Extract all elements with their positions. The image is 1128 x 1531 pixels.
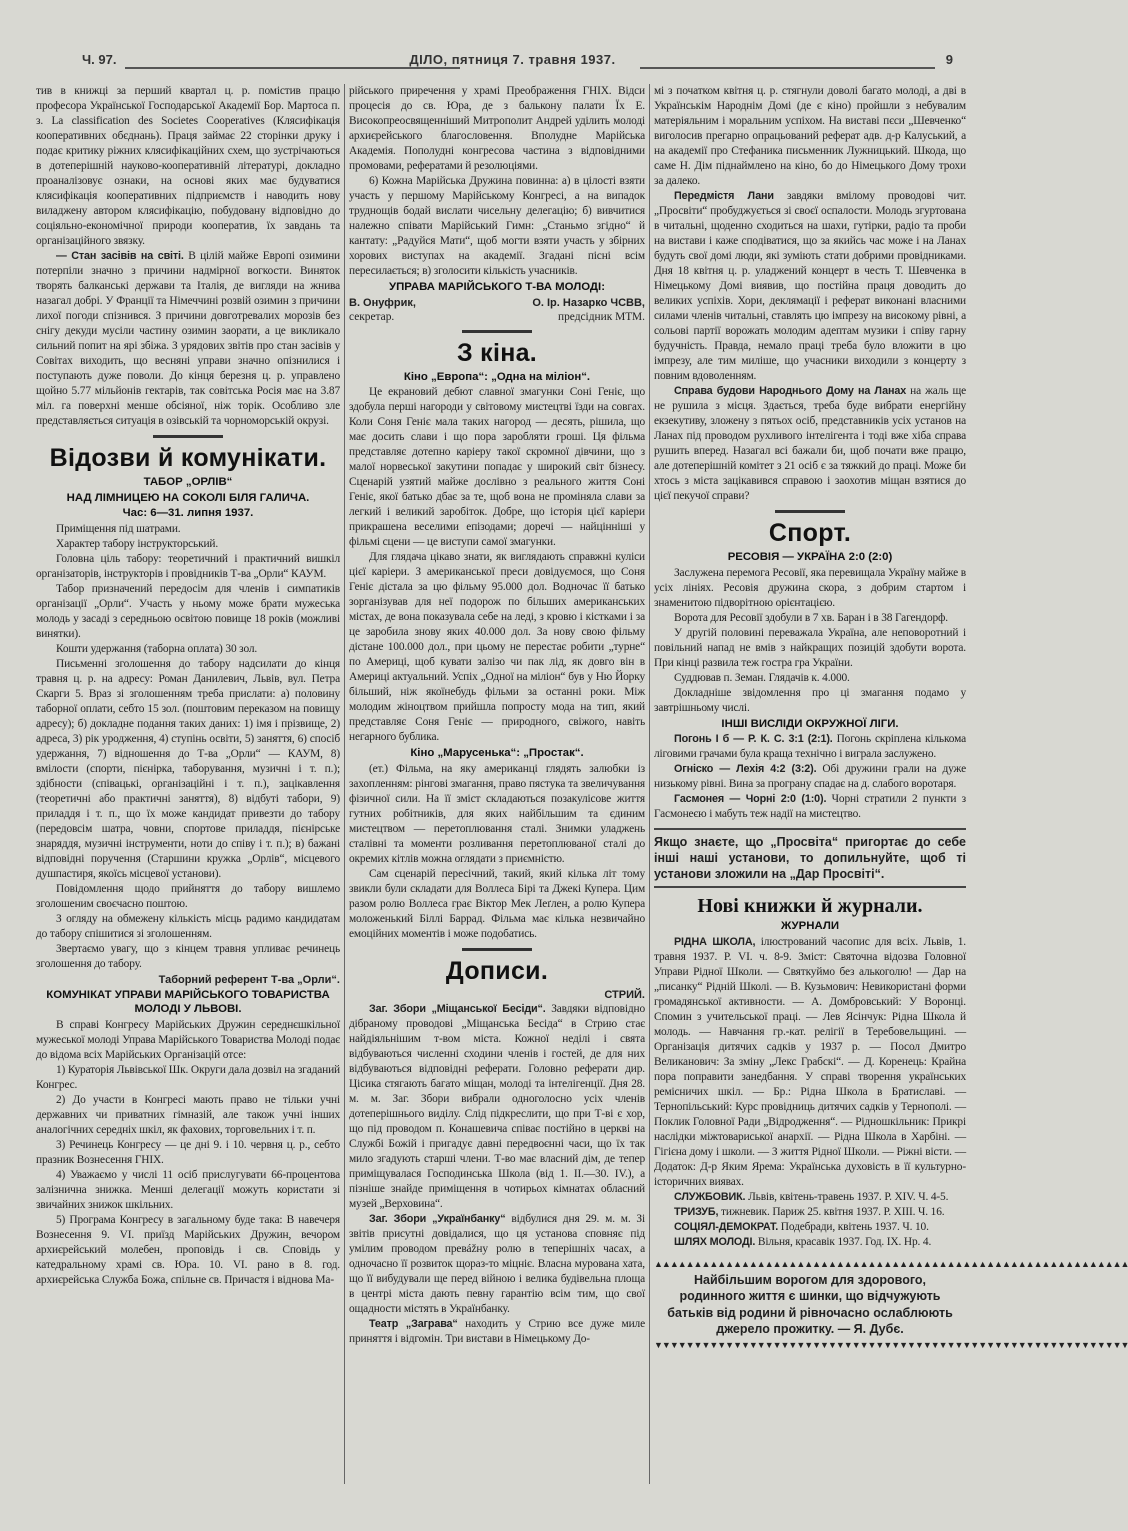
paragraph-lead: ШЛЯХ МОЛОДІ. bbox=[674, 1235, 756, 1248]
article-paragraph bbox=[36, 1168, 340, 1213]
section-rule bbox=[153, 435, 223, 438]
column-1 bbox=[36, 84, 340, 1288]
paragraph-text: Чорні стратили 2 пункти з Гасмонеєю і мабуть теж надії на мистецтво. bbox=[654, 793, 966, 820]
paragraph-text: 1) Кураторія Львівської Шк. Округи дала дозвіл на згаданий Конгрес. bbox=[36, 1063, 340, 1091]
paragraph-text: тижневик. Париж 25. квітня 1937. Р. XIII. Ч. 16. bbox=[718, 1205, 945, 1218]
paragraph-text: відбулися дня 29. м. м. Зі звітів присутні довідалися, що ця установа сповняє під умілим проводом превážну ролю в теперішніх часах, а одночасно її розвиток щораз-то міцніє. Власна мурована хата, що її вибудували ще перед війною і велика будівельна площа в центрі міста дають певну гарантію всім тим, що свої ощадности містять в Українбанку. bbox=[349, 1212, 645, 1315]
article-headline: НАД ЛІМНИЦЕЮ НА СОКОЛІ БІЛЯ ГАЛИЧА. bbox=[66, 491, 310, 504]
article-headline: РЕСОВІЯ — УКРАЇНА 2:0 (2:0) bbox=[727, 551, 893, 563]
paragraph-lead: Погонь І б — Р. К. С. 3:1 (2:1). bbox=[674, 733, 833, 745]
section-rule bbox=[462, 330, 532, 333]
article-paragraph bbox=[654, 189, 966, 384]
article-paragraph bbox=[36, 657, 340, 882]
article-paragraph bbox=[349, 1212, 645, 1317]
paragraph-lead: Огніско — Лехія 4:2 (3:2). bbox=[674, 763, 817, 775]
article-paragraph bbox=[654, 384, 966, 504]
article-paragraph bbox=[36, 552, 340, 582]
section-heading: З кіна. bbox=[456, 338, 538, 367]
article-paragraph bbox=[654, 1235, 966, 1250]
column-divider bbox=[344, 84, 345, 1484]
paragraph-text: У другій половині переважала Україна, але неповоротний і повільний напад не вмів з найкращих позицій здобути ворота. При кінці развила теж гостра гра України. bbox=[654, 626, 966, 669]
column-divider bbox=[649, 84, 650, 1484]
article-paragraph bbox=[36, 1018, 340, 1063]
article-headline: Час: 6—31. липня 1937. bbox=[122, 507, 254, 519]
dateline: СТРИЙ. bbox=[604, 988, 645, 1001]
article-paragraph bbox=[654, 626, 966, 671]
paragraph-text: (ет.) Фільма, на яку американці глядять залюбки із захопленням: рінгові змагання, право пястука та звеличування фізичної сили. На її зміст складаються позакулісове життя гутних робітників, для яких найбільшим та єдиним мистецтвом — перетоплювання сталі. Знимки уладжень сталівні та моменти розливання перетоплюваної сталі до окремих кітлів можна оглядати з приємністю. bbox=[349, 762, 645, 865]
paragraph-lead: ТРИЗУБ, bbox=[674, 1205, 719, 1218]
paragraph-text: Кошти удержання (таборна оплата) 30 зол. bbox=[56, 642, 258, 655]
column-3 bbox=[654, 84, 1128, 1350]
article-paragraph bbox=[654, 732, 966, 762]
paragraph-text: мі з початком квітня ц. р. стягнули доволі багато молоді, а дві в Українськім Народнім Домі (де є кіно) пройшли з небувалим матеріяльним і моральним успіхом. На виставі пєси „Шевченко“ виголосив прегарно опрацьований реферат адв. д-р Калуський, а на академії про Стефаника письменник Лужницький. Шкода, що саме Н. Дім піднаймлено на кіно, бо до Німецького Дому трохи за далеко. bbox=[654, 85, 966, 187]
article-paragraph bbox=[36, 1093, 340, 1138]
section-heading: Відозви й комунікати. bbox=[49, 444, 327, 472]
article-paragraph bbox=[349, 867, 645, 942]
paragraph-text: Вільня, красавік 1937. Год. IX. Нр. 4. bbox=[755, 1235, 932, 1248]
paragraph-text: Головна ціль табору: теоретичний і практичний вишкіл організаторів, інструкторів і провідників Т-ва „Орли“ КАУМ. bbox=[36, 552, 340, 580]
article-paragraph bbox=[654, 611, 966, 626]
article-paragraph bbox=[36, 537, 340, 552]
article-headline: ТАБОР „ОРЛІВ“ bbox=[143, 476, 233, 488]
paragraph-text: рійського приречення у храмі Преображення ГНІХ. Відси процесія до св. Юра, де з балькону палати Їх Е. Високопреосвященніший Митрополит Андрей уділить молоді архиєрейського благословення. Вполудне Марійська Академія. Пополудні конгресова частина з відповідними промовами, рефератами й резолюціями. bbox=[349, 85, 645, 172]
paragraph-text: находить у Стрию все дуже миле приняття і відгомін. Три вистави в Німецькому До- bbox=[349, 1317, 645, 1345]
paragraph-lead: РІДНА ШКОЛА, bbox=[674, 935, 756, 948]
signatures bbox=[349, 296, 645, 324]
triangle-border: ▲▲▲▲▲▲▲▲▲▲▲▲▲▲▲▲▲▲▲▲▲▲▲▲▲▲▲▲▲▲▲▲▲▲▲▲▲▲▲▲▲▲▲▲▲▲▲▲▲▲▲▲▲▲▲▲▲▲▲▲ bbox=[654, 1258, 1128, 1269]
page-number: 9 bbox=[945, 52, 953, 67]
article-paragraph bbox=[349, 174, 645, 279]
article-paragraph bbox=[36, 882, 340, 912]
signature: Таборний референт Т-ва „Орли“. bbox=[158, 973, 340, 986]
signer-name: В. Онуфрик, bbox=[349, 296, 416, 309]
article-paragraph bbox=[654, 1205, 966, 1220]
paragraph-text: Львів, квітень-травень 1937. Р. XIV. Ч. 4-5. bbox=[745, 1190, 949, 1203]
article-paragraph bbox=[654, 566, 966, 611]
header-rule bbox=[640, 67, 935, 69]
quote-box bbox=[654, 1258, 1128, 1350]
article-headline: Кіно „Марусенька“: „Простак“. bbox=[410, 747, 584, 759]
paragraph-text: Табор призначений передосім для членів і симпатиків організації „Орли“. Участь у ньому може брати мужеська молодь у засаді з середньою освітою повище 18 років (можливі винятки). bbox=[36, 582, 340, 640]
paragraph-text: завдяки вмілому проводові чит. „Просвіти“ пробуджується зі своєї оспалости. Молодь згуртована в читальні, щоденно сходиться на шахи, гутірки, радіо та проби на вистави і каже сподіватися, що за якийсь час може і на Ланах будуть свої домі люди, які зуміють стати добрими провідниками. Дня 18 квітня ц. р. уладжений концерт в честь Т. Шевченка в Німецькому Домі виявив, що постійна праця доводить до великих успіхів. Хори, деклямації і реферат виконані власними силами членів читальні, ставлять цю імпрезу на високому рівні, а сольові партії ворожать молодим адептам музики і співу гарну будучність. Правда, немало праці треба було вложити в цю імпрезу, але тим миліше, що учасники виходили з концерту з повним вдоволенням. bbox=[654, 190, 966, 382]
signature-left bbox=[349, 296, 416, 324]
paragraph-text: Звертаємо увагу, що з кінцем травня упливає речинець зголошення до табору. bbox=[36, 942, 340, 970]
article-paragraph bbox=[349, 84, 645, 174]
article-paragraph bbox=[36, 942, 340, 972]
issue-number: Ч. 97. bbox=[82, 52, 117, 67]
paragraph-text: Суддював п. Земан. Глядачів к. 4.000. bbox=[674, 671, 850, 684]
paragraph-text: Характер табору інструкторський. bbox=[56, 537, 219, 550]
article-paragraph bbox=[654, 671, 966, 686]
paragraph-text: ілюстрований часопис для всіх. Львів, 1. травня 1937. Р. VI. ч. 8-9. Зміст: Святочна відозва Головної Управи Рідної Школи. — Святкуймо без алькоголю! — Дар на „писанку“ Рідній Школі. — В. Кузьмович: Невикористані форми громадянської активности. — А. Домбровський: У Воронці. Спомин з учительської праці. — Лев Ясінчук: Рідна Школа й молодь. — Навчання гр.-кат. релігії в Теребовельщині. — Організація дитячих садків у 1937 р. — Посол Дмитро Великанович: За зміну „Лекс Грабскі“. — Д. Коренець: Крайна пора поправити занедбання. У справі творення українських ремісничих шкіл. — Бр.: Рідна Школа в Братиславі. — Тернопільський: Курс провідниць дитячих садків у Тернополі. — Поклик Головної Ради „Відродження“. — Рідношкільник: Прикрі наслідки міжтовариської анархії. — Рідна Школа в Харбіні. — Гігієна дому і школи. — З життя Рідної Школи. — Ріжні вісти. — Додаток: Д-р Яким Ярема: Українська духовість в її культурно-історичних виявах. bbox=[654, 935, 966, 1188]
paragraph-text: Обі дружини грали на дуже низькому рівні. Вина за програну спадає на д. слабого воротаря. bbox=[654, 763, 966, 790]
paragraph-lead: Справа будови Народнього Дому на Ланах bbox=[674, 385, 907, 397]
article-paragraph bbox=[654, 935, 966, 1190]
article-headline: Кіно „Европа“: „Одна на міліон“. bbox=[403, 370, 591, 383]
article-headline: УПРАВА МАРІЙСЬКОГО Т-ВА МОЛОДІ: bbox=[388, 281, 605, 293]
article-paragraph bbox=[654, 686, 966, 716]
paragraph-text: Докладніше звідомлення про ці змагання подамо у завтрішньому числі. bbox=[654, 686, 966, 714]
article-paragraph bbox=[654, 1220, 966, 1235]
signature-right bbox=[532, 296, 645, 324]
paragraph-text: Ворота для Ресовії здобули в 7 хв. Баран і в 38 Гагендорф. bbox=[674, 611, 948, 624]
paragraph-text: 5) Програма Конгресу в загальному буде така: В навечеря Вознесення 9. VI. приїзд Марійських Дружин, вечором архиєрейський молебен, проповідь і св. Сповідь у катедральному храмі св. Юра. 10. VI. рано в 8. год. архиєрейська Служба Божа, спільне св. Причастя і віднова Ма- bbox=[36, 1213, 340, 1286]
header-rule bbox=[125, 67, 460, 69]
column-2 bbox=[349, 84, 645, 1347]
paragraph-text: 4) Уважаємо у числі 11 осіб прислугувати 66-процентова залізнична знижка. Менші делегації можуть користати зі звичайних знижок шкільних. bbox=[36, 1168, 340, 1211]
section-heading: Дописи. bbox=[445, 956, 549, 985]
paragraph-lead: Театр „Заграва“ bbox=[369, 1317, 458, 1330]
paragraph-text: В цілій майже Европі озимини потерпіли значно з причини надмірної вогкости. Виняток творять балканські держави та Італія, де вигляди на жнива назагал добрі. У Франції та Німеччині розвій озимин з причини лихої погоди спізнився. З причини довготревалих морозів без снігу декуди мусіли частину озимин заорати, а це викликало сильний попит на ярі збіжа. З урядових звітів про стан засівів у Совітах виходить, що весняні управи значно опізнилися і поступають дуже поволи. До кінця березня ц. р. управлено щойно 5.77 мільйонів гектарів, так совітська Росія має на 3.87 міл. га поверхні менше обсіяної, ніж торік. Особливо зле представляється ситуація в озівській та чорноморській окрузі. bbox=[36, 250, 340, 427]
paragraph-text: Приміщення під шатрами. bbox=[56, 522, 181, 535]
article-paragraph bbox=[36, 1213, 340, 1288]
section-rule bbox=[775, 510, 845, 513]
article-paragraph bbox=[349, 1317, 645, 1347]
paragraph-text: Заслужена перемога Ресовії, яка перевищала Україну майже в усіх лініях. Ресовія дружина скора, з добрим стартом і знаменитою підворітною орієнтацією. bbox=[654, 566, 967, 609]
article-paragraph bbox=[36, 912, 340, 942]
signer-name: О. Ір. Назарко ЧСВВ, bbox=[532, 296, 645, 309]
paragraph-text: З огляду на обмежену кількість місць радимо кандидатам до табору спішитися зі зголошенням. bbox=[36, 912, 340, 940]
page-header bbox=[60, 52, 965, 72]
article-paragraph bbox=[654, 762, 966, 792]
article-paragraph bbox=[349, 385, 645, 550]
article-headline: КОМУНІКАТ УПРАВИ МАРІЙСЬКОГО ТОВАРИСТВА МОЛОДІ У ЛЬВОВІ. bbox=[46, 988, 330, 1015]
section-rule bbox=[462, 948, 532, 951]
paragraph-lead: Гасмонея — Чорні 2:0 (1:0). bbox=[674, 793, 827, 805]
signer-title: предсідник МТМ. bbox=[558, 310, 645, 323]
article-paragraph bbox=[349, 1002, 645, 1212]
article-paragraph bbox=[654, 84, 966, 189]
article-paragraph bbox=[654, 1190, 966, 1205]
article-paragraph bbox=[36, 642, 340, 657]
paragraph-text: Подебради, квітень 1937. Ч. 10. bbox=[778, 1220, 929, 1233]
article-paragraph bbox=[36, 522, 340, 537]
signer-title: секретар. bbox=[349, 310, 395, 323]
quote-text: Найбільшим ворогом для здорового, родинного життя є шинки, що відчужують батьків від родини й рівночасно ослаблюють джерело прожитку. — Я. Дубє. bbox=[667, 1272, 953, 1336]
paragraph-text: тив в книжці за перший квартал ц. р. помістив працю професора Української Господарської Академії Бор. Мартоса п. з. La classification des Societes Cooperatives (Клясифікація кооперативних обєднань). Праця займає 22 сторінки друку і подає критику ріжних клясифікаційних схем, що зустрічаються в дотеперішній науково-кооперативній літературі, докладно проаналізовує ознаки, на основі яких має будуватися клясифікація кооперативних підприємств і наводить нову виладжену автором клясифікацію, побудовану відповідно до соціяльно-економічної природи кооператив, їх завдань та організаційного звязку. bbox=[36, 85, 340, 247]
article-paragraph bbox=[36, 582, 340, 642]
article-paragraph bbox=[36, 84, 340, 249]
paragraph-lead: Заг. Збори „Міщанської Бесіди“. bbox=[369, 1002, 546, 1015]
paragraph-text: Погонь скріплена кількома ліговими грачами була краща технічно і виграла заслужено. bbox=[654, 733, 966, 760]
article-paragraph bbox=[36, 249, 340, 429]
paragraph-text: 3) Речинець Конгресу — це дні 9. і 10. червня ц. р., себто празник Вознесення ГНІХ. bbox=[36, 1138, 340, 1166]
paragraph-text: Письменні зголошення до табору надсилати до кінця травня ц. р. на адресу: Роман Данилевич, Львів, вул. Петра Скарги 5. Враз зі зголошенням треба прислати: а) половину таборної оплати, себто 15 зол. (поштовим переказом на повищу адресу); б) докладне подання таких даних: 1) імя і прізвище, 2) адреса, 3) рік уродження, 4) ступінь освіти, 5) заняття, 6) спосіб удержання, 7) відношення до Т-ва „Орли“ — КАУМ, 8) вмілости (спорти, пієнірка, таборування, музичні і т. п.); здібности (співацькі, організаційні і т. п.), зацікавлення (теоретичні або практичні заняття), 8) відбуті табори, 9) приладдя і т. п., що їх може кандидат привезти до табору (передовсім шатра, човни, спортове приладдя, пієнірське знаряддя, музичні інструменти, ноти до співу і т. п.); в) бажані відповідні поручення (Старшини кружка „Орлів“, місцевого душпастиря, якоїсь місцевої установи). bbox=[36, 657, 340, 880]
article-paragraph bbox=[36, 1063, 340, 1093]
paragraph-text: Повідомлення щодо прийняття до табору вишлемо зголошеним своєчасно поштою. bbox=[36, 882, 340, 910]
paragraph-text: на жаль ще не рушила з місця. Здається, треба буде вибрати енергійну екзекутиву, зложену з пятьох осіб, представників усіх установ на Ланах під проводом рухливого інтелігента і тоді вже хіба справа рушить вперед. Назагал всі бажали би, щоб почати вже працю, але дотеперішній комітет з 21 осіб є за тяжкий до праці. Може би хтось з міста зацікавився справою і заохотив міщан взятися до цієї пекучої справи? bbox=[654, 385, 966, 502]
article-paragraph bbox=[654, 792, 966, 822]
paragraph-lead: — Стан засівів на світі. bbox=[56, 250, 184, 262]
masthead: ДІЛО, пятниця 7. травня 1937. bbox=[409, 52, 616, 67]
article-paragraph bbox=[36, 1138, 340, 1168]
paragraph-text: 2) До участи в Конгресі мають право не тільки учні державних чи приватних гімназій, але також учні інших аналогічних середніх шкіл, як фахових, торговельних і т. п. bbox=[36, 1093, 340, 1136]
paragraph-lead: СЛУЖБОВИК. bbox=[674, 1190, 746, 1203]
paragraph-text: Це екрановий дебют славної змагунки Соні Геніє, що здобула перші нагороди у світовому мистецтві їзди на совгах. Коли Соня Геніє мала таких нагород — десять, рішила, що має досить слави і що пора заробляти гроші. Ця фільма представляє дотепно каріеру такої скромної дівчини, що з малої норвеської закутини попадає у широкий світ бізнесу. Сценарій узятий майже дослівно з реального життя Соні Геніє, якої батько дбає за те, щоб вона не проміняла слави за легкий і великий заробіток. Добре, що історія цієї каріери прикрашена веселими епізодами; доречі — найцінніші у фільмі сцени — це виступи самої змагунки. bbox=[349, 386, 645, 548]
paragraph-text: Завдяки відповідно дібраному проводові „Міщанська Бесіда“ в Стрию стає найдіяльнішим т-вом міста. Кожної неділі і свята відбуваються численні сходини членів і гостей, де для них відбуваються відповідні реферати. Головно реферати дир. Цісика стягають багато міщан, молоді та інтелігенції. Дня 28. м. м. Заг. Збори вибрали одноголосно усіх членів дотеперішнього виділу. Слід підкреслити, що при Т-ві є хор, що під проводом п. Конашевича співає постійно в церкві на Службі Божій і пригадує давні передвоєнні часи, що їх так мило згадують старші члени. Т-во має власний дім, де тепер приміщувалася Господинська Школа (від 1. II.—30. IV.), а пізніше знайде приміщення в чотирьох кімнатах обласний музей „Верховина“. bbox=[349, 1002, 645, 1210]
article-paragraph bbox=[349, 550, 645, 745]
section-heading: Спорт. bbox=[768, 519, 852, 547]
section-heading: Нові книжки й журнали. bbox=[697, 895, 923, 917]
triangle-border: ▼▼▼▼▼▼▼▼▼▼▼▼▼▼▼▼▼▼▼▼▼▼▼▼▼▼▼▼▼▼▼▼▼▼▼▼▼▼▼▼▼▼▼▼▼▼▼▼▼▼▼▼▼▼▼▼▼▼▼▼ bbox=[654, 1339, 1128, 1350]
article-headline: ЖУРНАЛИ bbox=[780, 920, 840, 932]
paragraph-text: В справі Конгресу Марійських Дружин середнєшкільної мужеської молоді Управа Марійського Товариства Молоді подає до відома всіх Марійських Організацій отсе: bbox=[36, 1018, 340, 1061]
paragraph-lead: Заг. Збори „Українбанку“ bbox=[369, 1212, 506, 1225]
paragraph-text: Сам сценарій пересічний, такий, який кілька літ тому звикли були складати для Воллеса Бірі та Джекі Купера. Цим разом ролю Воллеса грає Віктор Мек Леґлен, а ролю Купера моложенький Біллі Баррад. Фільма має кілька незвичайно емоційних моментів і може подобатись. bbox=[349, 867, 645, 940]
paragraph-text: 6) Кожна Марійська Дружина повинна: а) в цілості взяти участь у першому Марійському Конгресі, а на випадок труднощів бодай вислати чисельну делегацію; б) вивчитися належно співати Марійський Гимн: „Станьмо згідно“ й кантату: „Радуйся Мати“, щоб могти взяти участь у збірних хорових виступах на академії. Згадані пісні всім пересилається; в) зголосити кількість учасників. bbox=[349, 175, 645, 277]
paragraph-text: Для глядача цікаво знати, як виглядають справжні куліси цієї каріери. З американської преси довідуємося, що Соня Геніє дістала за цю фільму 95.000 дол. Водночас її батько зорганізував для неї подорож по більших американських містах, де вона показувала себе на леді, з кровю і кістками і за це заробила знову яких 40.000 дол. За нову свою фільму дістане 100.000 дол., при цьому не перестає робити „турне“ по Америці, щоб кувати залізо чи пак лід, як довго він в Америці актуальний. Успіх „Одної на міліон“ був у Ню Йорку більший, ніж якоїнебудь фільми за останні роки. Між молодим жіноцтвом прийшла попросту мода на тип, який представляє Соня Геніє — природного, свіжого, навіть негарного бублика. bbox=[349, 551, 645, 743]
notice-box: Якщо знаєте, що „Просвіта“ пригортає до себе інші наші установи, то допильнуйте, щоб ті установи зложили на „Дар Просвіті“. bbox=[654, 828, 966, 888]
article-paragraph bbox=[349, 762, 645, 867]
paragraph-lead: СОЦІЯЛ-ДЕМОКРАТ. bbox=[674, 1220, 779, 1233]
article-headline: ІНШІ ВИСЛІДИ ОКРУЖНОЇ ЛІГИ. bbox=[721, 717, 899, 730]
paragraph-lead: Передмістя Лани bbox=[674, 190, 774, 202]
